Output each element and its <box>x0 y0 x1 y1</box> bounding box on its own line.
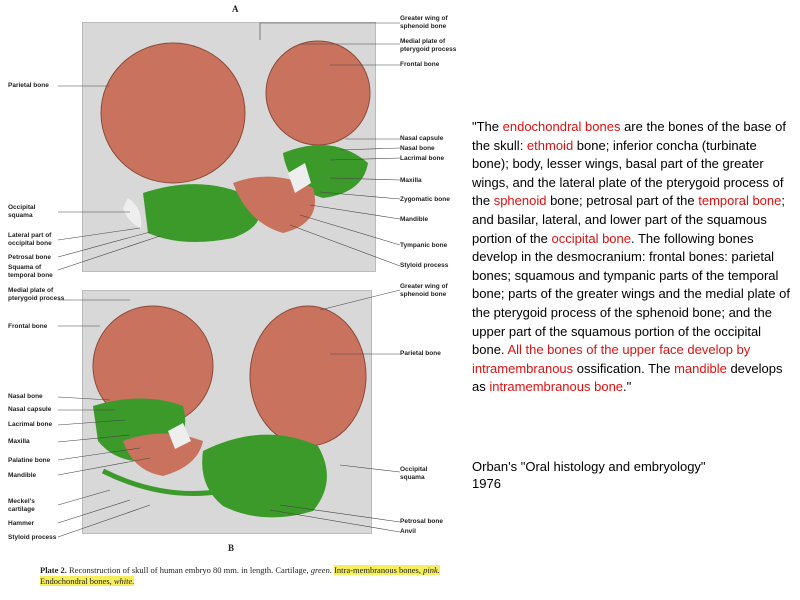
label-medial-plate-b: Medial plate of pterygoid process <box>8 287 65 302</box>
label-frontal-bone-a: Frontal bone <box>400 61 440 68</box>
quote-paragraph <box>472 118 790 397</box>
label-lacrimal-bone-a: Lacrimal bone <box>400 155 445 162</box>
label-meckels-cartilage-b: Meckel's cartilage <box>8 498 35 513</box>
label-petrosal-bone-a: Petrosal bone <box>8 254 51 261</box>
citation <box>472 458 790 492</box>
caption-text-1: Reconstruction of skull of human embryo 80 mm. in length. Cartilage, <box>66 565 311 575</box>
label-anvil-b: Anvil <box>400 528 416 535</box>
quote-seg-6: . The following bones develop in the desmocranium: frontal bones: parietal bones; squamous and tympanic parts of the temporal bone; parts of the greater wings and the medial plate of the pterygoid process of the sphenoid bone; and the upper part of the squamous portion of the occipital bone. <box>472 230 790 358</box>
label-mandible-a: Mandible <box>400 216 429 223</box>
label-greater-wing-b: Greater wing of sphenoid bone <box>400 283 448 298</box>
quote-seg-1: "The <box>472 119 503 134</box>
label-nasal-bone-b: Nasal bone <box>8 393 43 400</box>
caption-lead: Plate 2. <box>40 565 67 575</box>
panel-b-label: B <box>228 543 235 553</box>
quote-seg-8: develops as <box>472 360 783 395</box>
label-occipital-squama-b: Occipital squama <box>400 466 428 481</box>
label-parietal-bone-a: Parietal bone <box>8 82 49 89</box>
label-mandible-b: Mandible <box>8 472 37 479</box>
caption-white: white. <box>113 576 135 586</box>
label-zygomatic-bone-a: Zygomatic bone <box>400 196 450 203</box>
quote-red-endochondral: endochondral bones <box>502 119 621 134</box>
quote-red-mandible: mandible <box>674 360 727 376</box>
label-squama-temporal-a: Squama of temporal bone <box>8 264 53 279</box>
label-occipital-squama-a: Occipital squama <box>8 204 36 219</box>
quote-seg-3: bone; inferior concha (turbinate bone); body, lesser wings, basal part of the greater wings, and the lateral plate of the pterygoid process of the <box>472 137 784 209</box>
label-palatine-bone-b: Palatine bone <box>8 457 51 464</box>
label-frontal-bone-b: Frontal bone <box>8 323 48 330</box>
citation-year: 1976 <box>472 476 501 491</box>
label-lacrimal-bone-b: Lacrimal bone <box>8 421 53 428</box>
label-tympanic-bone-a: Tympanic bone <box>400 242 448 249</box>
label-maxilla-a: Maxilla <box>400 177 422 184</box>
label-hammer-b: Hammer <box>8 520 35 527</box>
label-nasal-capsule-a: Nasal capsule <box>400 135 444 142</box>
label-petrosal-bone-b: Petrosal bone <box>400 518 443 525</box>
label-styloid-process-a: Styloid process <box>400 262 449 269</box>
label-styloid-process-b: Styloid process <box>8 534 57 541</box>
label-nasal-bone-a: Nasal bone <box>400 145 435 152</box>
caption-intramembranous: Intra-membranous bones, <box>334 565 424 575</box>
figure-caption <box>40 565 460 587</box>
quote-seg-7: ossification. The <box>573 360 675 376</box>
quote-red-intramembranous-bone: intramembranous bone <box>489 379 624 395</box>
quote-seg-2: are the bones of the base of the skull: <box>472 119 786 153</box>
quote-red-temporal: temporal bone <box>698 193 782 209</box>
label-nasal-capsule-b: Nasal capsule <box>8 406 52 413</box>
quote-red-ethmoid: ethmoid <box>526 137 574 153</box>
quote-seg-9: ." <box>623 379 632 395</box>
label-parietal-bone-b: Parietal bone <box>400 350 441 357</box>
quote-red-upper-face: All the bones of the upper face develop by intramembranous <box>472 342 751 376</box>
citation-source: Orban's "Oral histology and embryology" <box>472 459 706 474</box>
quote-seg-5: ; and basilar, lateral, and lower part of the squamous portion of the <box>472 193 785 246</box>
quote-red-occipital: occipital bone <box>551 230 631 246</box>
quote-red-sphenoid: sphenoid <box>493 193 547 209</box>
panel-a-label: A <box>232 4 239 14</box>
quote-seg-4: bone; petrosal part of the <box>546 193 699 209</box>
label-maxilla-b: Maxilla <box>8 438 30 445</box>
caption-pink: pink. <box>423 565 440 575</box>
caption-cartilage: green. <box>310 565 332 575</box>
label-medial-plate-a: Medial plate of pterygoid process <box>400 38 457 53</box>
label-greater-wing-a: Greater wing of sphenoid bone <box>400 15 448 30</box>
label-lateral-occipital-a: Lateral part of occipital bone <box>8 232 52 247</box>
caption-text-2: Endochondral bones, <box>40 576 114 586</box>
